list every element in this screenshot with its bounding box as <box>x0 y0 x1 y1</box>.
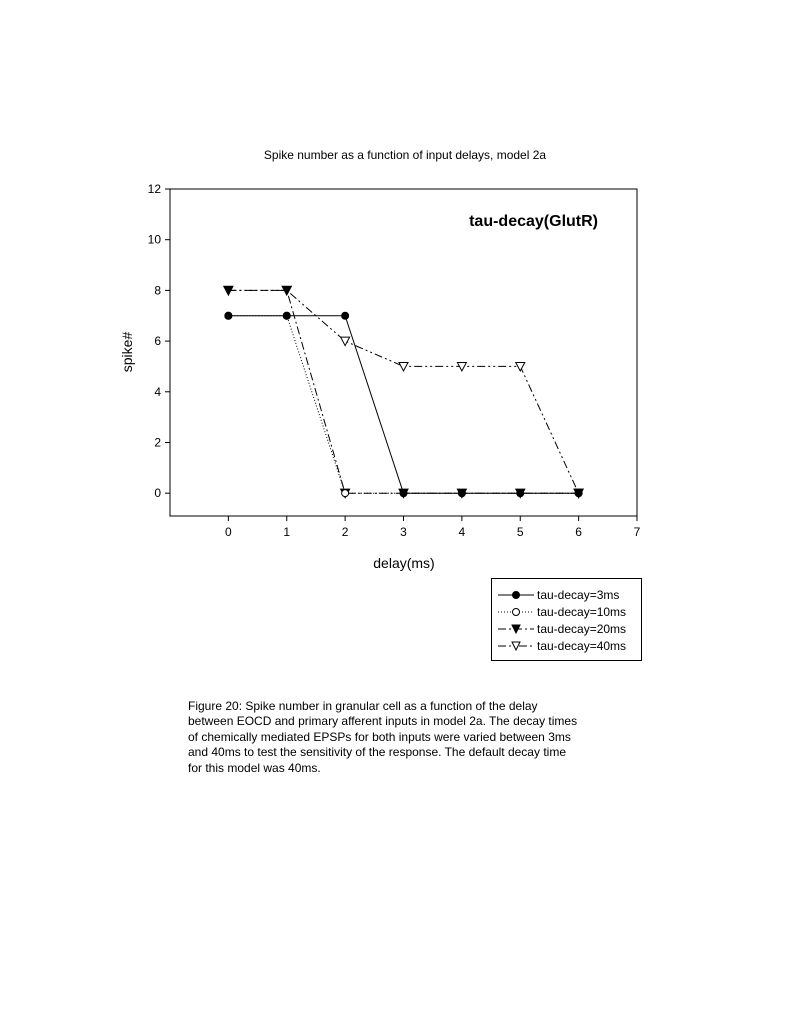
x-tick-label: 3 <box>400 525 407 539</box>
series-4-point <box>516 362 525 371</box>
series-line-1 <box>228 316 578 494</box>
legend-swatch <box>498 588 534 602</box>
y-tick-label: 6 <box>154 334 161 349</box>
inset-label: tau-decay(GlutR) <box>469 213 598 230</box>
legend-item <box>492 587 643 603</box>
series-4-point <box>341 337 350 346</box>
series-1-point <box>283 312 290 319</box>
x-tick-label: 0 <box>225 525 232 539</box>
x-axis-label: delay(ms) <box>373 555 435 571</box>
legend-label: tau-decay=3ms <box>537 588 620 602</box>
legend-item <box>492 621 643 637</box>
series-1-point <box>225 312 232 319</box>
x-tick-label: 6 <box>575 525 582 539</box>
y-tick-label: 2 <box>154 435 161 450</box>
y-tick-label: 12 <box>147 182 161 196</box>
legend-label: tau-decay=10ms <box>537 605 627 619</box>
legend <box>491 578 642 661</box>
figure-caption: Figure 20: Spike number in granular cell as a function of the delay between EOCD and primary afferent inputs in model 2a. The decay times of chemically mediated EPSPs for both inputs were varied between 3ms and 40ms to test the sensitivity of the response. The default decay time for this model was 40ms. <box>188 699 578 775</box>
legend-swatch <box>498 605 534 619</box>
y-tick-label: 10 <box>147 232 161 247</box>
x-tick-label: 7 <box>633 525 641 539</box>
series-2-point <box>342 490 349 497</box>
series-1-point <box>517 490 524 497</box>
legend-item <box>492 604 643 620</box>
series-1-point <box>458 490 465 497</box>
x-tick-label: 1 <box>283 525 291 539</box>
series-line-3 <box>228 290 578 493</box>
series-4-point <box>399 362 408 371</box>
legend-swatch <box>498 639 534 653</box>
x-tick-label: 5 <box>516 525 524 539</box>
series-1-point <box>342 312 349 319</box>
series-1-point <box>400 490 407 497</box>
y-tick-label: 0 <box>154 486 161 501</box>
legend-label: tau-decay=40ms <box>537 639 627 653</box>
chart-title: Spike number as a function of input delays, model 2a <box>263 148 547 162</box>
y-axis-label: spike# <box>119 331 135 373</box>
x-tick-label: 2 <box>341 525 349 539</box>
legend-label: tau-decay=20ms <box>537 622 627 636</box>
series-1-point <box>575 490 582 497</box>
y-tick-label: 4 <box>154 384 161 399</box>
legend-item <box>492 638 643 654</box>
legend-swatch <box>498 622 534 636</box>
y-tick-label: 8 <box>154 283 161 298</box>
series-line-4 <box>228 290 578 493</box>
series-line-2 <box>228 316 578 494</box>
x-tick-label: 4 <box>458 525 466 539</box>
